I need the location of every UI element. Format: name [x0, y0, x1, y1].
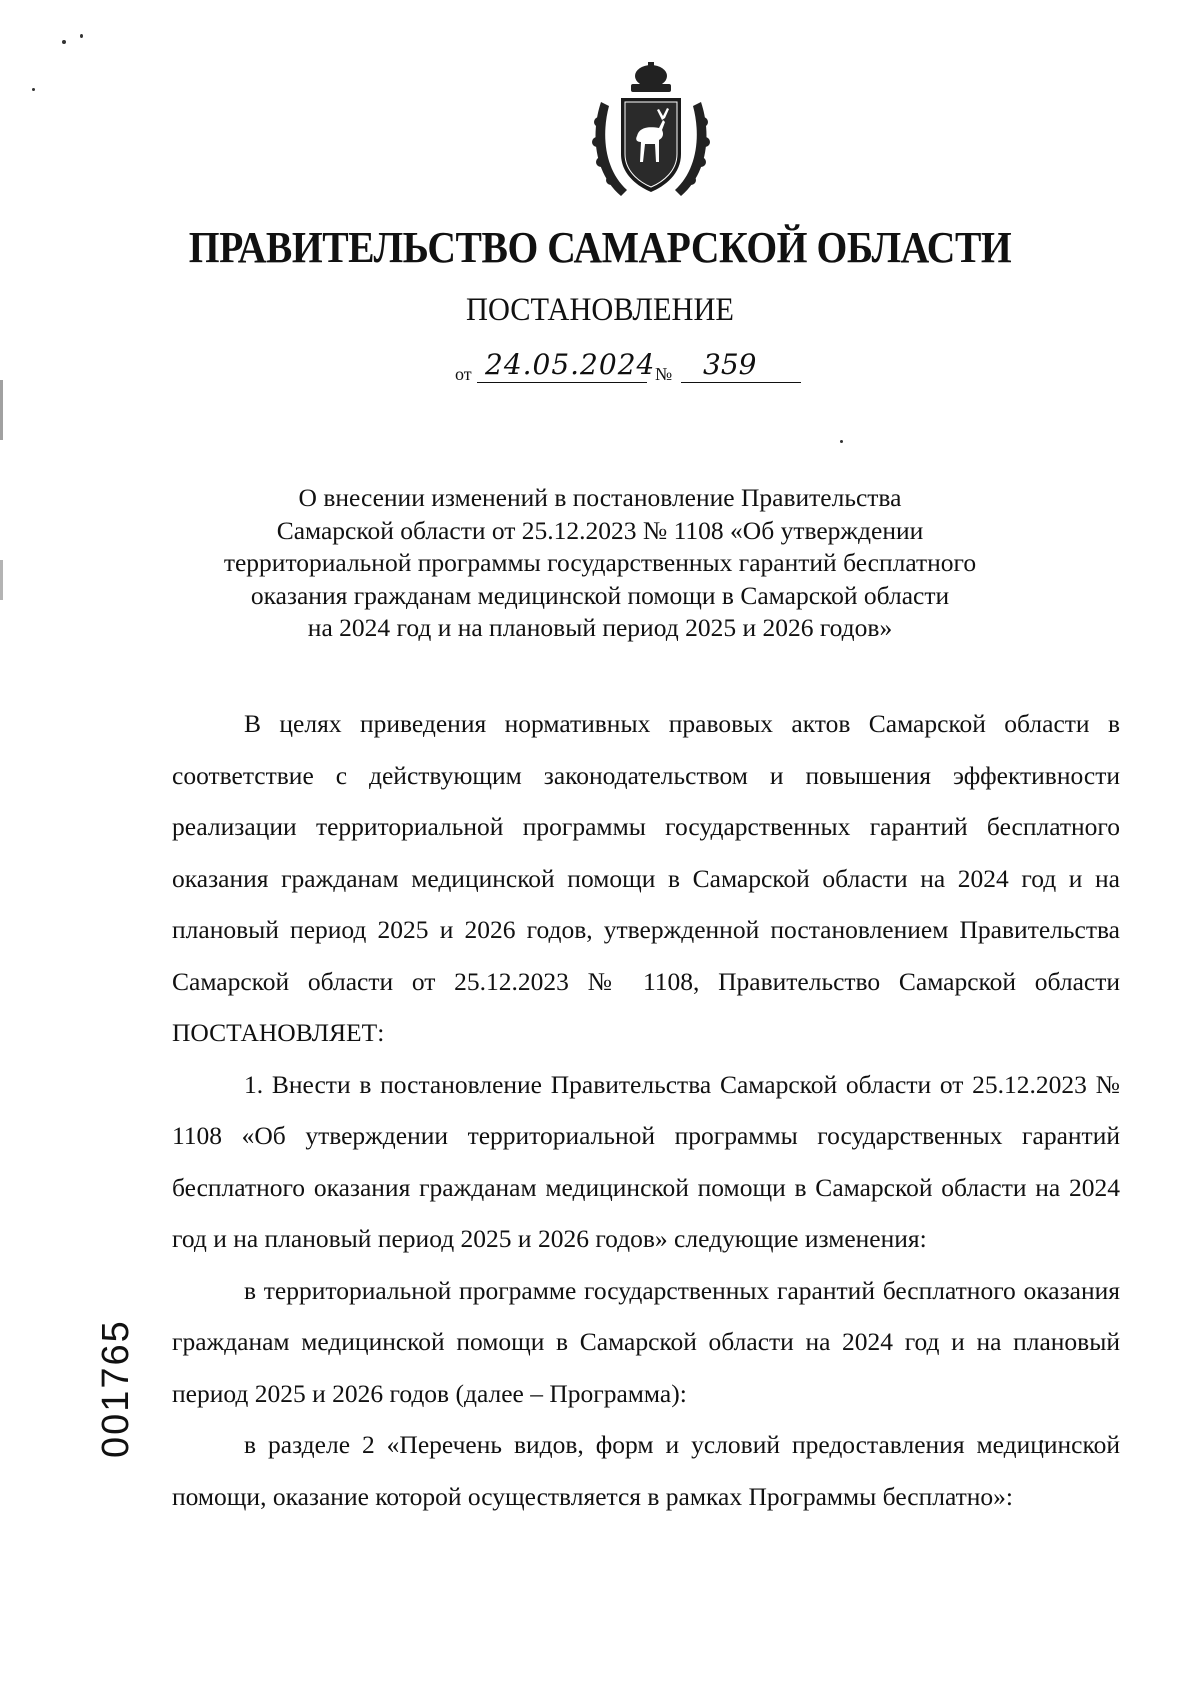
- scan-edge-mark: [0, 560, 3, 600]
- number-prefix: №: [655, 364, 673, 384]
- samara-coat-of-arms-icon: [585, 62, 717, 204]
- subject-line: на 2024 год и на плановый период 2025 и 2026 годов»: [307, 613, 893, 642]
- body-paragraph: в территориальной программе государственных гарантий бесплатного оказания гражданам медицинской помощи в Самарской области на 2024 год и на плановый период 2025 и 2026 годов (далее – Программа):: [172, 1275, 1120, 1408]
- number-value: 359: [703, 348, 757, 381]
- scan-speck: [80, 34, 83, 38]
- scan-speck: [62, 40, 66, 44]
- government-title: ПРАВИТЕЛЬСТВО САМАРСКОЙ ОБЛАСТИ: [188, 223, 1012, 272]
- scan-edge-mark: [0, 380, 3, 440]
- date-value: 24.05.2024: [485, 348, 656, 381]
- subject-line: оказания гражданам медицинской помощи в Самарской области: [250, 580, 950, 610]
- document-body: [172, 698, 1120, 1522]
- registration-number: 001765: [95, 1319, 137, 1458]
- scan-speck: [840, 440, 843, 443]
- subject-line: Самарской области от 25.12.2023 № 1108 «Об утверждении: [276, 515, 924, 545]
- scan-speck: [32, 88, 35, 91]
- body-paragraph: 1. Внести в постановление Правительства Самарской области от 25.12.2023 № 1108 «Об утверждении территориальной программы государственных гарантий бесплатного оказания гражданам медицинской помощи в Самарской области на 2024 год и на плановый период 2025 и 2026 годов» следующие изменения:: [172, 1069, 1120, 1253]
- subject-line: О внесении изменений в постановление Правительства: [298, 483, 902, 512]
- body-paragraph: в разделе 2 «Перечень видов, форм и условий предоставления медицинской помощи, оказание которой осуществляется в рамках Программы бесплатно»:: [172, 1430, 1120, 1511]
- subject-line: территориальной программы государственных гарантий бесплатного: [223, 548, 977, 577]
- document-subject: [190, 482, 1010, 645]
- body-paragraph: В целях приведения нормативных правовых актов Самарской области в соответствие с действующим законодательством и повышения эффективности реализации территориальной программы государственных гарантий бесплатного оказания гражданам медицинской помощи в Самарской области на 2024 год и на плановый период 2025 и 2026 годов, утвержденной постановлением Правительства Самарской области от 25.12.2023 № 1108, Правительство Самарской области ПОСТАНОВЛЯЕТ:: [172, 709, 1120, 1047]
- document-type: ПОСТАНОВЛЕНИЕ: [466, 292, 734, 328]
- date-prefix: от: [455, 364, 472, 384]
